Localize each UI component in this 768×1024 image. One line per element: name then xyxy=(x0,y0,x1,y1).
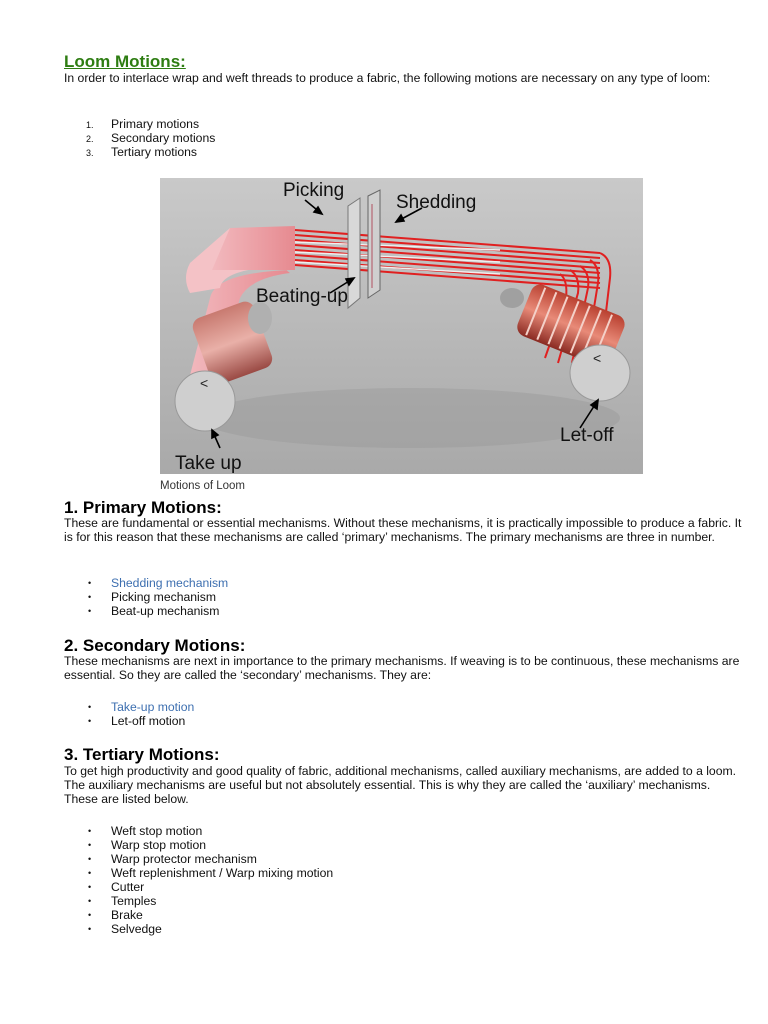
list-item-text: Warp protector mechanism xyxy=(111,852,257,866)
roller-mark-left: < xyxy=(200,375,209,391)
list-item-text: Beat-up mechanism xyxy=(111,604,220,618)
list-item-text: Selvedge xyxy=(111,922,162,936)
take-up-motion-link[interactable]: Take-up motion xyxy=(111,700,195,714)
list-item xyxy=(86,922,333,936)
motions-list xyxy=(86,117,215,159)
list-item xyxy=(86,604,228,618)
bullet: • xyxy=(88,716,92,726)
secondary-heading: 2. Secondary Motions: xyxy=(64,636,246,655)
primary-list xyxy=(86,576,228,618)
list-item-text: Secondary motions xyxy=(111,131,216,145)
list-item xyxy=(86,145,215,159)
list-item-text: Primary motions xyxy=(111,117,200,131)
list-item[interactable] xyxy=(86,700,194,714)
label-let-off: Let-off xyxy=(560,425,614,446)
reed xyxy=(348,198,360,308)
list-item-text: Cutter xyxy=(111,880,145,894)
list-item xyxy=(86,117,215,131)
secondary-paragraph: These mechanisms are next in importance to the primary mechanisms. If weaving is to be continuous, these mechanisms are essential. So they are called the ‘secondary’ mechanisms. They are: xyxy=(64,654,740,682)
list-item xyxy=(86,852,333,866)
bullet: • xyxy=(88,702,92,712)
label-shedding: Shedding xyxy=(396,192,477,213)
bullet: • xyxy=(88,882,92,892)
bullet: • xyxy=(88,868,92,878)
heald-frame xyxy=(368,190,380,298)
list-item-text: Let-off motion xyxy=(111,714,186,728)
list-item xyxy=(86,866,333,880)
list-item[interactable] xyxy=(86,576,228,590)
list-item xyxy=(86,838,333,852)
primary-heading: 1. Primary Motions: xyxy=(64,498,222,517)
list-item-text: Brake xyxy=(111,908,143,922)
list-item-text: Weft stop motion xyxy=(111,824,203,838)
bullet: • xyxy=(88,606,92,616)
bullet: • xyxy=(88,826,92,836)
list-item xyxy=(86,714,194,728)
list-item xyxy=(86,590,228,604)
intro-paragraph: In order to interlace wrap and weft threads to produce a fabric, the following motions are necessary on any type of loom: xyxy=(64,71,711,85)
shedding-mechanism-link[interactable]: Shedding mechanism xyxy=(111,576,229,590)
figure-shadow xyxy=(200,388,620,448)
tertiary-list xyxy=(86,824,333,936)
list-item xyxy=(86,908,333,922)
bullet: • xyxy=(88,896,92,906)
list-item xyxy=(86,894,333,908)
roller-mark-right: < xyxy=(593,350,602,366)
bullet: • xyxy=(88,854,92,864)
list-item-text: Weft replenishment / Warp mixing motion xyxy=(111,866,334,880)
figure-caption: Motions of Loom xyxy=(160,480,246,492)
list-number: 3. xyxy=(86,148,94,158)
page-title: Loom Motions: xyxy=(64,52,186,71)
bullet: • xyxy=(88,910,92,920)
bullet: • xyxy=(88,840,92,850)
label-picking: Picking xyxy=(283,180,345,201)
list-item xyxy=(86,824,333,838)
tertiary-heading: 3. Tertiary Motions: xyxy=(64,745,220,764)
list-item-text: Warp stop motion xyxy=(111,838,207,852)
secondary-list xyxy=(86,700,194,728)
list-number: 1. xyxy=(86,120,94,130)
list-item xyxy=(86,880,333,894)
tertiary-paragraph: To get high productivity and good quality of fabric, additional mechanisms, called auxiliary mechanisms, are added to a loom. The auxiliary mechanisms are useful but not absolutely essential. This is why they are called the ‘auxiliary’ mechanisms. These are listed below. xyxy=(64,764,737,806)
list-number: 2. xyxy=(86,134,94,144)
list-item-text: Tertiary motions xyxy=(111,145,198,159)
primary-paragraph: These are fundamental or essential mechanisms. Without these mechanisms, it is practically impossible to produce a fabric. It is for this reason that these mechanisms are called ‘primary’ mechanisms. The primary mechanisms are three in number. xyxy=(64,516,742,544)
label-beating-up: Beating-up xyxy=(256,286,348,307)
label-take-up: Take up xyxy=(175,453,242,474)
bullet: • xyxy=(88,578,92,588)
bullet: • xyxy=(88,924,92,934)
bullet: • xyxy=(88,592,92,602)
list-item-text: Picking mechanism xyxy=(111,590,216,604)
list-item-text: Temples xyxy=(111,894,157,908)
loom-motions-figure xyxy=(160,178,643,474)
list-item xyxy=(86,131,215,145)
